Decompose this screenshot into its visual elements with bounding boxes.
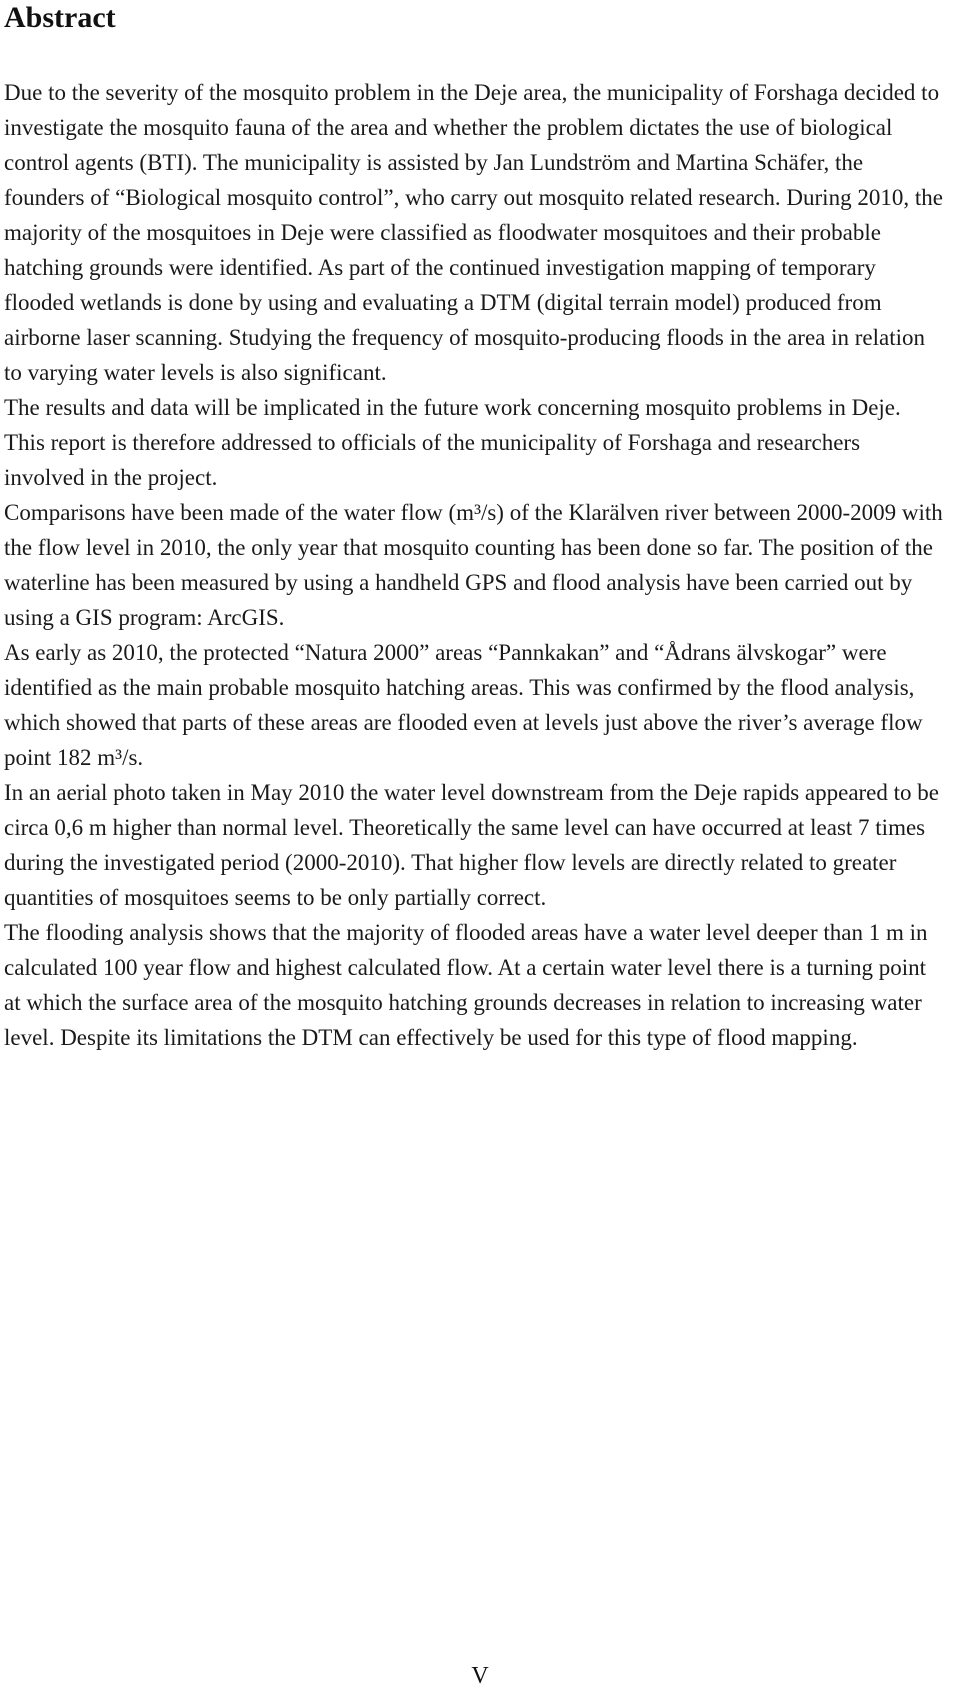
abstract-paragraph: The flooding analysis shows that the majority of flooded areas have a water level deeper than 1 m in calculated 100 year flow and highest calculated flow. At a certain water level there is a turning point at which the surface area of the mosquito hatching grounds decreases in relation to increasing water level. Despite its limitations the DTM can effectively be used for this type of flood mapping. [4,920,928,1050]
abstract-paragraph: The results and data will be implicated in the future work concerning mosquito problems in Deje. This report is therefore addressed to officials of the municipality of Forshaga and researchers involved in the project. [4,395,901,490]
abstract-paragraph: Comparisons have been made of the water flow (m³/s) of the Klarälven river between 2000-2009 with the flow level in 2010, the only year that mosquito counting has been done so far. The position of the waterline has been measured by using a handheld GPS and flood analysis have been carried out by using a GIS program: ArcGIS. [4,500,943,630]
abstract-paragraph: Due to the severity of the mosquito problem in the Deje area, the municipality of Forshaga decided to investigate the mosquito fauna of the area and whether the problem dictates the use of biological control agents (BTI). The municipality is assisted by Jan Lundström and Martina Schäfer, the founders of “Biological mosquito control”, who carry out mosquito related research. During 2010, the majority of the mosquitoes in Deje were classified as floodwater mosquitoes and their probable hatching grounds were identified. As part of the continued investigation mapping of temporary flooded wetlands is done by using and evaluating a DTM (digital terrain model) produced from airborne laser scanning. Studying the frequency of mosquito-producing floods in the area in relation to varying water levels is also significant. [4,80,943,385]
abstract-body [4,75,944,1055]
page-number: V [471,1663,489,1689]
section-heading: Abstract [4,1,116,34]
abstract-paragraph: As early as 2010, the protected “Natura 2000” areas “Pannkakan” and “Ådrans älvskogar” were identified as the main probable mosquito hatching areas. This was confirmed by the flood analysis, which showed that parts of these areas are flooded even at levels just above the river’s average flow point 182 m³/s. [4,640,923,770]
abstract-paragraph: In an aerial photo taken in May 2010 the water level downstream from the Deje rapids appeared to be circa 0,6 m higher than normal level. Theoretically the same level can have occurred at least 7 times during the investigated period (2000-2010). That higher flow levels are directly related to greater quantities of mosquitoes seems to be only partially correct. [4,780,939,910]
